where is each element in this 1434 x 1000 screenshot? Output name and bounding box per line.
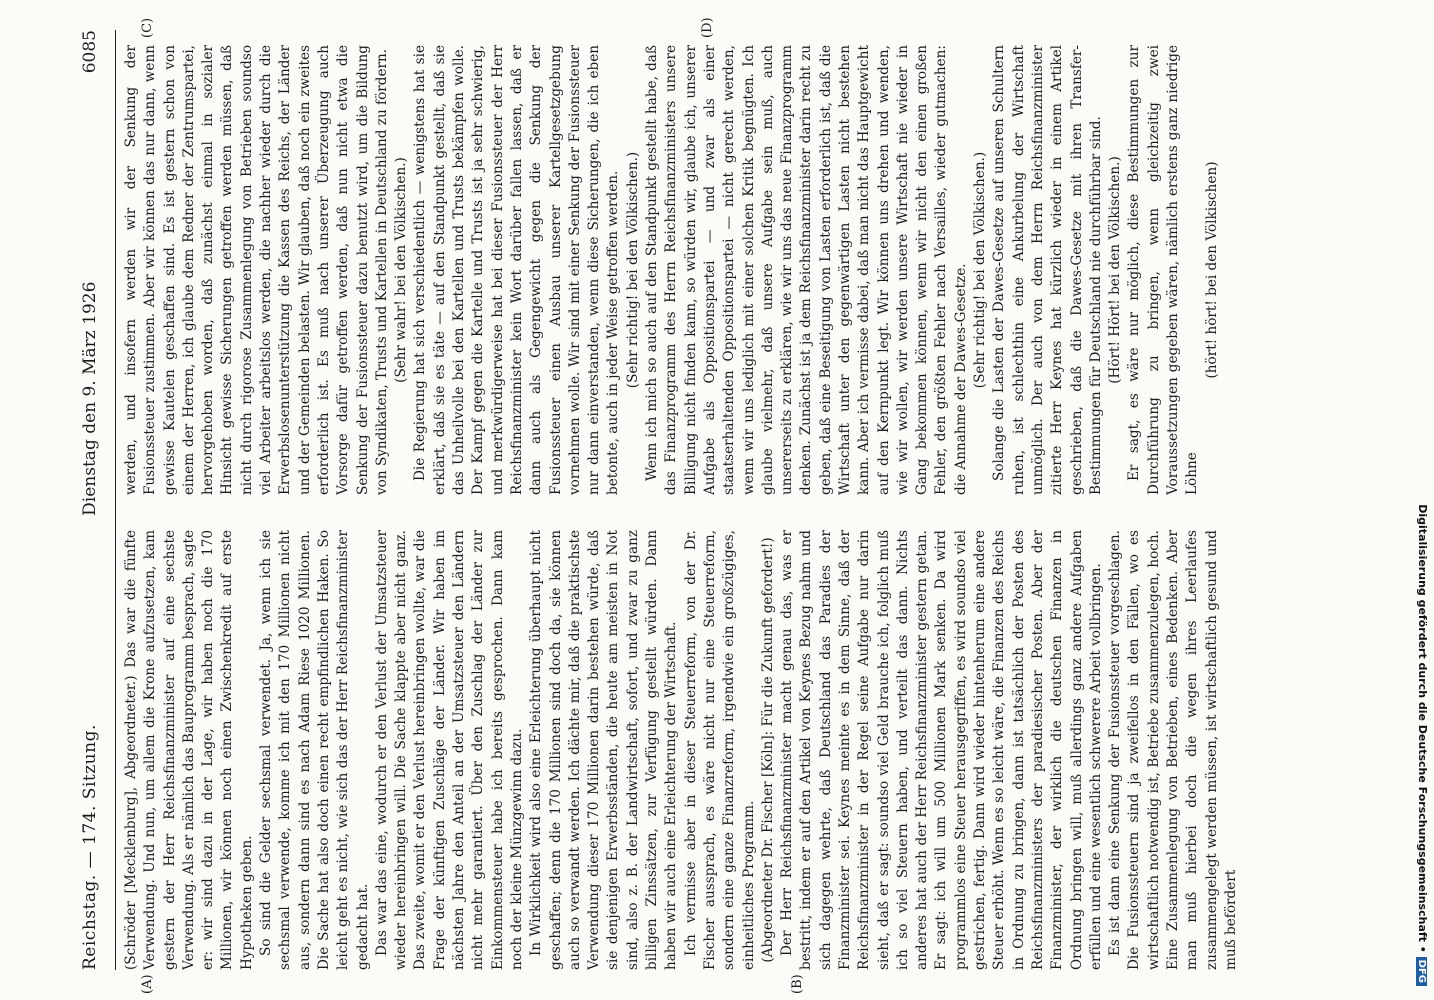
interjection: (Sehr richtig! bei den Völkischen.) xyxy=(972,151,989,389)
paragraph: Der Herr Reichsfinanzminister macht genau das, was er bestritt, indem er auf den Artikel von Keynes Bezug nahm und sich dagegen wehrte, daß Deutschland das Paradies der Finanzminister sei. Keynes meinte es in dem Sinne, daß der Reichsfinanzminister in der Regel seine Aufgabe nur darin sieht, daß er sagt: soundso viel Geld brauche ich, folglich muß ich so viel Steuern haben, und verteilt das dann. Nichts anderes hat auch der Herr Reichsfinanzminister gestern getan. Er sagt: ich will um 500 Millionen Mark senken. Da wird programmlos eine Steuer herausgegriffen, es wird soundso viel gestrichen, fertig. Dann wird wieder hintenherum eine andere Steuer erhöht. Wenn es so leicht wäre, die Finanzen des Reichs in Ordnung zu bringen, dann ist tatsächlich der Posten des Reichsfinanzministers der paradiesischer Posten. Aber der Finanzminister, der wirklich die deutschen Finanzen in Ordnung bringen will, muß allerdings ganz andere Aufgaben erfüllen und eine wesentlich schwerere Arbeit vollbringen. xyxy=(779,530,1104,970)
paragraph: Es ist dann eine Senkung der Fusionssteuer vorgeschlagen. Die Fusionssteuern sind ja zweifellos in den Fällen, wo es wirtschaftlich notwendig ist, Betriebe zusammenzulegen, hoch. Eine Zusammenlegung von Betrieben, eines Bedenken. Aber man muß hierbei doch die wegen ihres Leerlaufes zusammengelegt werden müssen, ist wirtschaftlich gesund und muß befördert xyxy=(1107,530,1239,970)
margin-marker-a: (A) xyxy=(140,974,155,994)
paragraph: (Schröder [Mecklenburg], Abgeordneter.) Das war die fünfte Verwendung. Und nun, um allem die Krone aufzusetzen, kam gestern der Herr Reichsfinanzminister auf eine sechste Verwendung. Als er nämlich das Bauprogramm besprach, sagte er: wir sind dazu in der Lage, wir haben noch die 170 Millionen, wir können noch einen Zwischenkredit auf erste Hypotheken geben. xyxy=(123,530,255,970)
paragraph: Wenn ich mich so auch auf den Standpunkt gestellt habe, daß das Finanzprogramm des Herrn Reichsfinanzministers unsere Billigung nicht finden kann, so würden wir, glaube ich, unserer Aufgabe als Oppositionspartei — und zwar als einer staatserhaltenden Oppositionspartei — nicht gerecht werden, wenn wir uns lediglich mit einer solchen Kritik begnügten. Ich glaube vielmehr, daß unsere Aufgabe sein muß, auch unsererseits zu erklären, wie wir uns das neue Finanzprogramm denken. Zunächst ist ja dem Reichsfinanzminister darin recht zu geben, daß eine Beseitigung von Lasten erforderlich ist, daß die Wirtschaft unter den gegenwärtigen Lasten nicht bestehen kann. Aber ich vermisse dabei, daß man nicht das Hauptgewicht auf den Kernpunkt legt. Wir können uns drehen und wenden, wie wir wollen, wir werden unsere Wirtschaft nie wieder in Gang bekommen können, wenn wir nicht den einen großen Fehler, den größten Fehler nach Versailles, wieder gutmachen: die Annahme der Dawes-Gesetze. xyxy=(644,45,969,495)
paragraph: Solange die Lasten der Dawes-Gesetze auf unseren Schultern ruhen, ist schlechthin eine Ankurbelung der Wirtschaft unmöglich. Der auch von dem Herrn Reichsfinanzminister zitierte Herr Keynes hat kürzlich wieder in einem Artikel geschrieben, daß die Dawes-Gesetze mit ihren Transfer-Bestimmungen für Deutschland nie durchführbar sind. xyxy=(991,45,1104,495)
margin-marker-d: (D) xyxy=(700,17,715,38)
paragraph: Ich vermisse aber in dieser Steuerreform, von der Dr. Fischer aussprach, es wäre nicht nur eine Steuerreform, sondern eine ganze Finanzreform, irgendwie ein großzügiges, einheitliches Programm. xyxy=(682,530,757,970)
paragraph: werden, und insofern werden wir der Senkung der Fusionssteuer zustimmen. Aber wir können das nur dann, wenn gewisse Kautelen geschaffen sind. Es ist gestern schon von einem der Herren, ich glaube dem Redner der Zentrumspartei, hervorgehoben worden, daß zunächst einmal in sozialer Hinsicht gewisse Sicherungen getroffen werden müssen, daß nicht durch rigorose Zusammenlegung von Betrieben soundso viel Arbeiter arbeitslos werden, die nachher wieder durch die Erwerbslosenunterstützung die Kassen des Reichs, der Länder und der Gemeinden belasten. Wir glauben, daß noch ein zweites erforderlich ist. Es muß nach unserer Überzeugung auch Vorsorge dafür getroffen werden, daß nun nicht etwa die Senkung der Fusionssteuer dazu benutzt wird, um die Bildung von Syndikaten, Trusts und Kartellen in Deutschland zu fördern. xyxy=(123,45,390,495)
paragraph: Die Regierung hat sich verschiedentlich — wenigstens hat sie erklärt, daß sie es täte — auf den Standpunkt gestellt, daß sie das Unheilvolle bei den Kartellen und Trusts bekämpfen wolle. Der Kampf gegen die Kartelle und Trusts ist ja sehr schwierig, und merkwürdigerweise hat bei dieser Fusionssteuer der Herr Reichsfinanzminister kein Wort darüber fallen lassen, daß er dann auch als Gegengewicht gegen die Senkung der Fusionssteuer einen Ausbau unserer Kartellgesetzgebung vornehmen wolle. Wir sind mit einer Senkung der Fusionssteuer nur dann einverstanden, wenn diese Sicherungen, die ich eben betonte, auch in jeder Weise getroffen werden. xyxy=(412,45,622,495)
interjection: (hört! hört! bei den Völkischen) xyxy=(1203,161,1220,379)
interjection: (Sehr richtig! bei den Völkischen.) xyxy=(624,151,641,389)
paragraph: So sind die Gelder sechsmal verwendet. Ja, wenn ich sie sechsmal verwende, komme ich mit den 170 Millionen nicht aus, sondern dann sind es nach Adam Riese 1020 Millionen. Die Sache hat also doch einen recht empfindlichen Haken. So leicht geht es nicht, wie sich das der Herr Reichsfinanzminister gedacht hat. xyxy=(258,530,371,970)
interjection: (Hört! Hört! bei den Völkischen.) xyxy=(1107,156,1124,384)
dfg-logo: DFG xyxy=(1416,957,1427,986)
paragraph: Er sagt, es wäre nur möglich, diese Bestimmungen zur Durchführung zu bringen, wenn gleichzeitig zwei Voraussetzungen gegeben wären, nämlich erstens ganz niedrige Löhne xyxy=(1126,45,1201,495)
margin-marker-c: (C) xyxy=(140,17,155,38)
interjection: (Sehr wahr! bei den Völkischen.) xyxy=(393,157,410,383)
newspaper-page xyxy=(60,0,1420,1000)
rotated-page xyxy=(60,0,1434,1000)
right-column xyxy=(122,45,1400,495)
paragraph: Das war das eine, wodurch er den Verlust der Umsatzsteuer wieder hereinbringen will. Die Sache klappte aber nicht ganz. Das zweite, womit er den Verlust hereinbringen wollte, war die Frage der künftigen Zuschläge der Länder. Wir haben im nächsten Jahre den Anteil an der Umsatzsteuer den Ländern nicht mehr garantiert. Über den Zuschlag der Länder zur Einkommensteuer habe ich bereits gesprochen. Dann kam noch der kleine Münzgewinn dazu. xyxy=(373,530,525,970)
page-header xyxy=(80,30,110,970)
margin-marker-b: (B) xyxy=(790,974,805,994)
page-number: 6085 xyxy=(80,30,100,74)
digitization-note: Digitalisierung gefördert durch die Deutsche Forschungsgemeinschaft • DFG xyxy=(1409,0,1434,1000)
header-left: Reichstag. — 174. Sitzung. xyxy=(80,724,100,970)
left-column xyxy=(122,530,1400,970)
paragraph: In Wirklichkeit wird also eine Erleichterung überhaupt nicht geschaffen; denn die 170 Millionen sind doch da, sie können auch so verwandt werden. Ich dächte mir, daß die praktischste Verwendung dieser 170 Millionen darin bestehen würde, daß sie denjenigen Erwerbsständen, die heute am meisten in Not sind, also z. B. der Landwirtschaft, sofort, und zwar zu ganz billigen Zinssätzen, zur Verfügung gestellt würden. Dann haben wir auch eine Erleichterung der Wirtschaft. xyxy=(528,530,680,970)
funding-text: Digitalisierung gefördert durch die Deutsche Forschungsgemeinschaft xyxy=(1416,504,1429,942)
header-date: Dienstag den 9. März 1926 xyxy=(80,281,100,516)
interjection: (Abgeordneter Dr. Fischer [Köln]: Für die Zukunft gefordert!) xyxy=(759,537,776,963)
header-rule xyxy=(115,30,116,970)
